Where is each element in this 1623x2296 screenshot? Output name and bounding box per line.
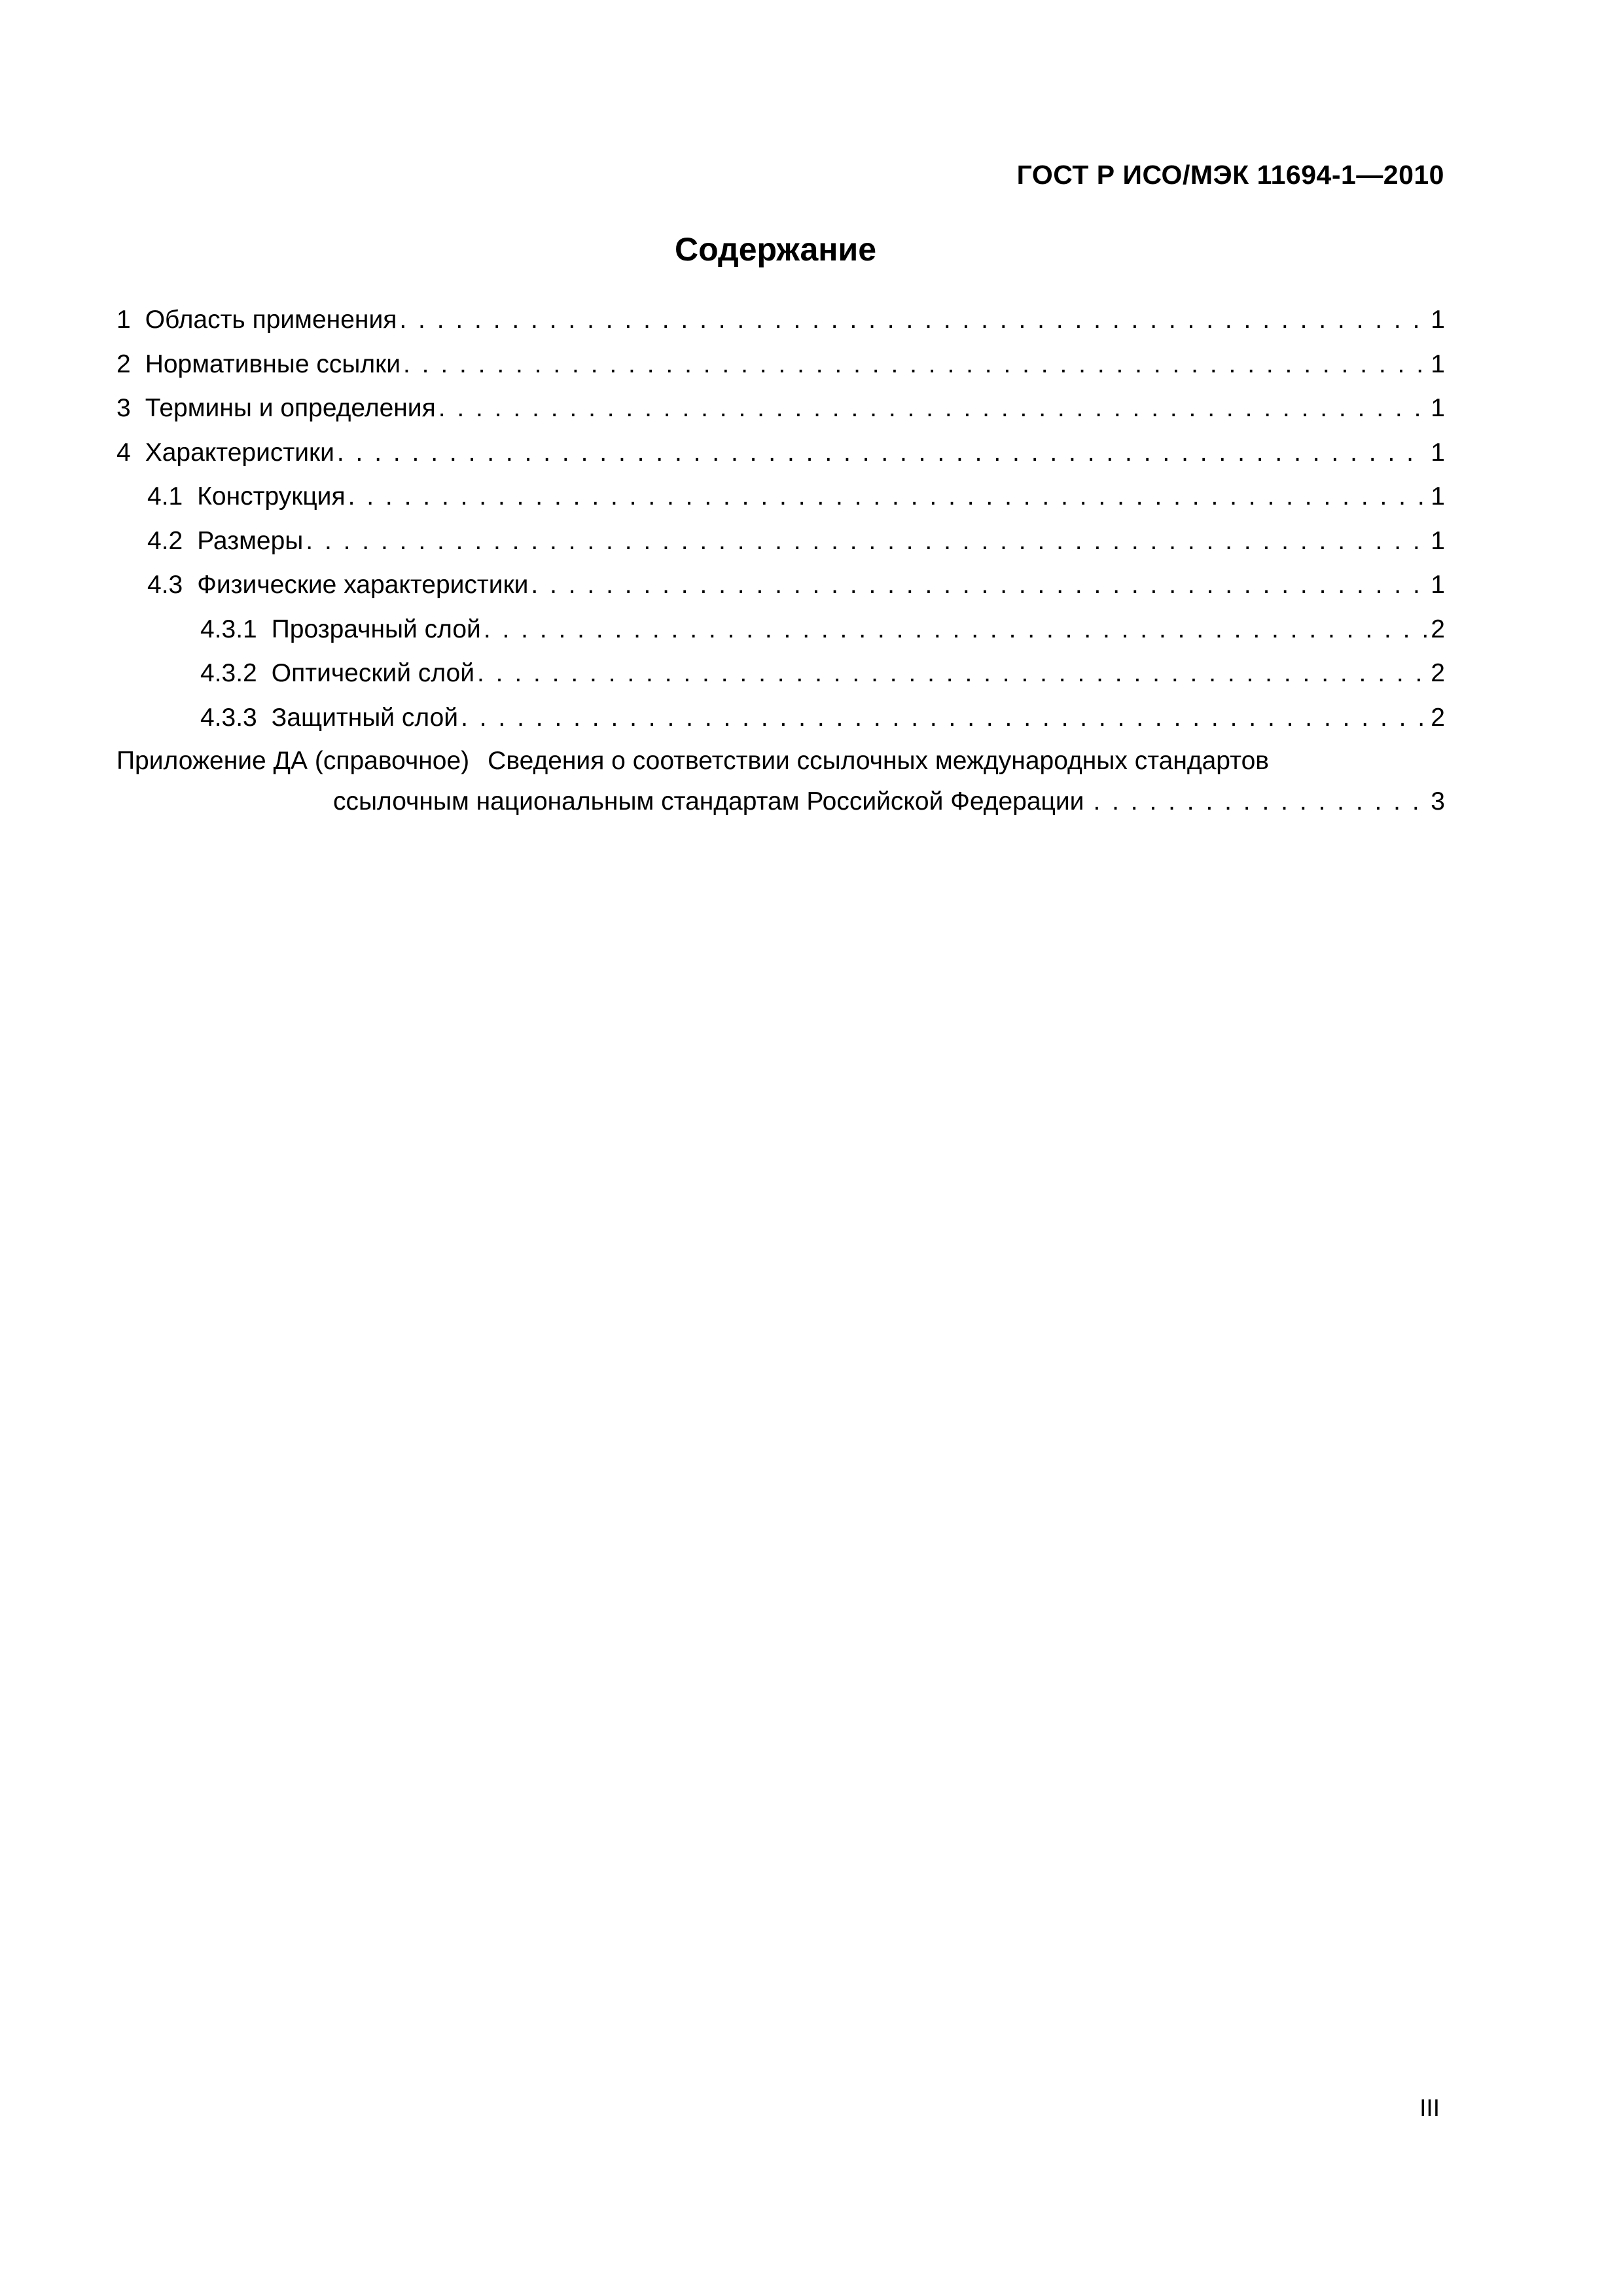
toc-entry-title: Область применения bbox=[145, 306, 397, 334]
toc-entry-number: 2 bbox=[116, 350, 131, 378]
toc-entry-4-2[interactable] bbox=[116, 519, 1445, 564]
toc-entry-page: 1 bbox=[1431, 438, 1445, 467]
toc-entry-page: 1 bbox=[1431, 306, 1445, 334]
dot-leader bbox=[531, 563, 1427, 607]
toc-entry-number: 4.2 bbox=[147, 526, 183, 555]
dot-leader bbox=[477, 651, 1427, 696]
toc-entry-number: 4.3.3 bbox=[200, 703, 257, 732]
dot-leader bbox=[306, 519, 1427, 564]
page-number: III bbox=[1419, 2094, 1440, 2121]
dot-leader bbox=[399, 298, 1427, 342]
appendix-line-2 bbox=[116, 781, 1445, 822]
dot-leader bbox=[337, 431, 1427, 475]
toc-entry-number: 4.3 bbox=[147, 571, 183, 599]
toc-entry-number: 4.3.2 bbox=[200, 659, 257, 687]
appendix-line-1 bbox=[116, 741, 1445, 781]
toc-entry-page: 1 bbox=[1431, 394, 1445, 422]
toc-entry-4-3-3[interactable] bbox=[116, 696, 1445, 740]
toc-title: Содержание bbox=[674, 231, 877, 268]
toc-entry-page: 1 bbox=[1431, 482, 1445, 511]
toc-entry-page: 1 bbox=[1431, 526, 1445, 555]
toc-entry-4-3-1[interactable] bbox=[116, 607, 1445, 652]
toc-entry-title: Прозрачный слой bbox=[271, 615, 481, 643]
toc-entry-4-1[interactable] bbox=[116, 475, 1445, 519]
toc-entry-title: Конструкция bbox=[197, 482, 346, 511]
toc-entry-title: Физические характеристики bbox=[197, 571, 529, 599]
toc-entry-page: 1 bbox=[1431, 571, 1445, 599]
toc-entry-title: Размеры bbox=[197, 526, 304, 555]
toc-entry-title: Оптический слой bbox=[271, 659, 474, 687]
toc-entry-title: Нормативные ссылки bbox=[145, 350, 401, 378]
toc-entry-number: 1 bbox=[116, 306, 131, 334]
toc-entry-page: 2 bbox=[1431, 615, 1445, 643]
toc-entry-appendix[interactable] bbox=[116, 741, 1445, 822]
toc-entry-number: 3 bbox=[116, 394, 131, 422]
toc-entry-title: Защитный слой bbox=[271, 703, 459, 732]
dot-leader bbox=[403, 342, 1427, 387]
dot-leader bbox=[484, 607, 1427, 652]
document-code: ГОСТ Р ИСО/МЭК 11694-1—2010 bbox=[1016, 160, 1444, 190]
appendix-label: Приложение ДА (справочное) bbox=[116, 747, 470, 775]
toc-entry-2[interactable] bbox=[116, 342, 1445, 387]
toc-entry-title: Термины и определения bbox=[145, 394, 436, 422]
toc-entry-number: 4.1 bbox=[147, 482, 183, 511]
dot-leader bbox=[348, 475, 1427, 519]
toc-entry-1[interactable] bbox=[116, 298, 1445, 342]
toc-entry-4-3[interactable] bbox=[116, 563, 1445, 607]
appendix-title-line-2: ссылочным национальным стандартам Российской Федерации bbox=[333, 787, 1084, 816]
toc-entry-number: 4 bbox=[116, 438, 131, 467]
toc-entry-page: 2 bbox=[1431, 703, 1445, 732]
dot-leader bbox=[461, 696, 1427, 740]
dot-leader bbox=[438, 386, 1427, 431]
toc-entry-4[interactable] bbox=[116, 431, 1445, 475]
toc-entry-title: Характеристики bbox=[145, 438, 334, 467]
appendix-title-line-1: Сведения о соответствии ссылочных международных стандартов bbox=[488, 747, 1269, 775]
toc-entry-number: 4.3.1 bbox=[200, 615, 257, 643]
toc-entry-page: 3 bbox=[1431, 787, 1445, 816]
toc-entry-page: 1 bbox=[1431, 350, 1445, 378]
dot-leader bbox=[1093, 781, 1427, 822]
toc-entry-page: 2 bbox=[1431, 659, 1445, 687]
toc-entry-3[interactable] bbox=[116, 386, 1445, 431]
table-of-contents bbox=[116, 298, 1445, 822]
toc-entry-4-3-2[interactable] bbox=[116, 651, 1445, 696]
